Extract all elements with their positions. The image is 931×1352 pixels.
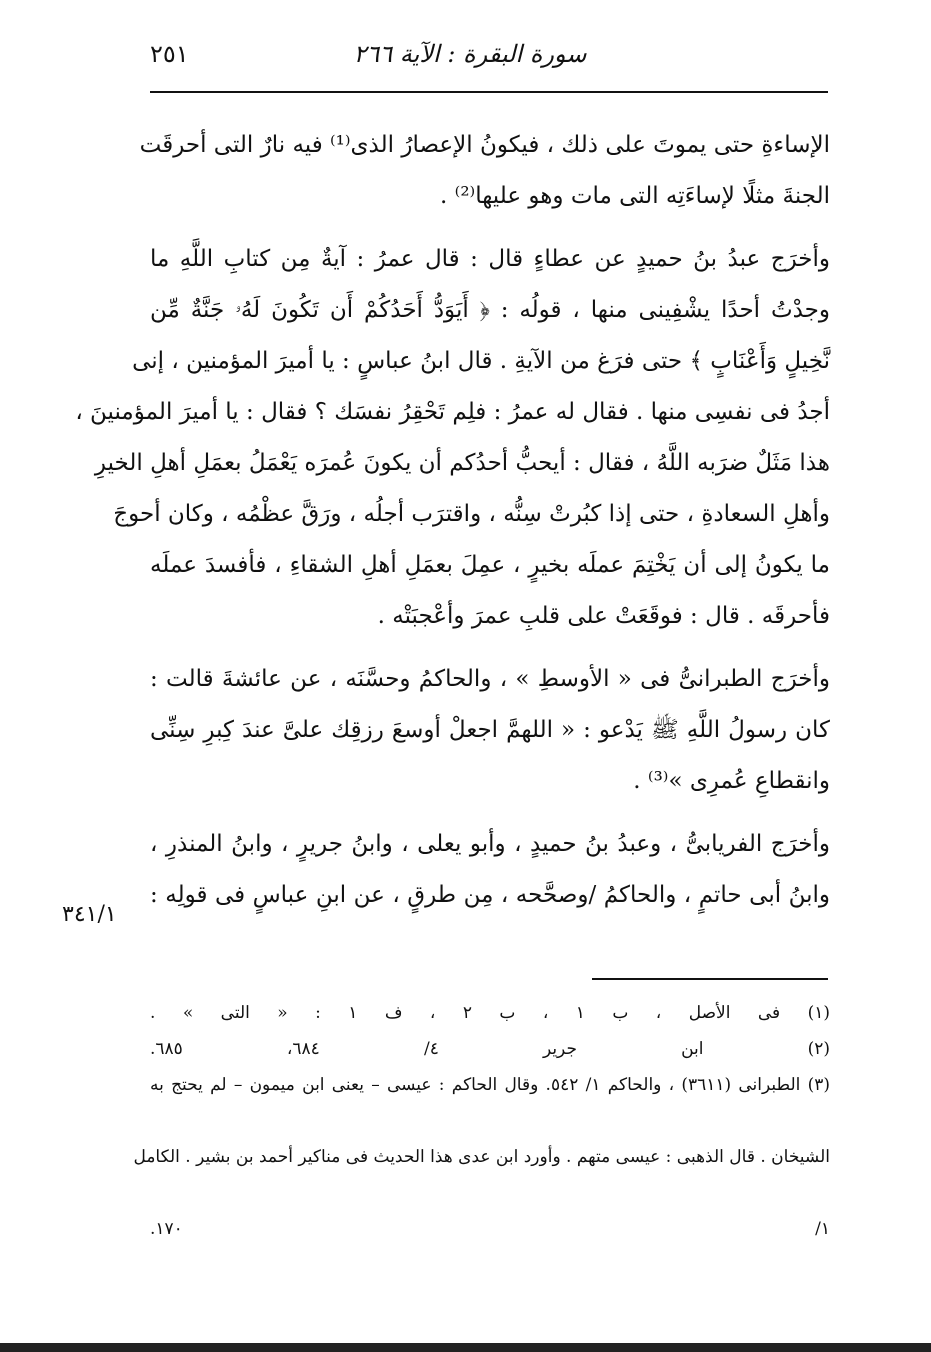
footnote-line: (٣) الطبرانى (٣٦١١) ، والحاكم ١/ ٥٤٢. وقال الحاكم : عيسى – يعنى ابن ميمون – لم يحتج به <box>150 1075 830 1095</box>
text-line: نَّخِيلٍ وَأَعْنَابٍ ﴾ حتى فرَغ من الآيةِ . قال ابنُ عباسٍ : يا أميرَ المؤمنين ، إنى <box>132 348 830 374</box>
text-line: كان رسولُ اللَّهِ ﷺ يَدْعو : « اللهمَّ اجعلْ أوسعَ رزقِك علىَّ عندَ كِبرِ سِنِّى <box>150 717 830 743</box>
margin-reference: ٣٤١/١ <box>62 902 117 927</box>
text-line: الجنةَ مثلًا لإساءَتِه التى مات وهو عليها⁽²⁾ . <box>440 183 830 209</box>
footnotes <box>133 995 831 1247</box>
paragraph-2 <box>75 234 830 642</box>
paragraph-4 <box>150 819 830 921</box>
text-line: الإساءةِ حتى يموتَ على ذلك ، فيكونُ الإعصارُ الذى⁽¹⁾ فيه نارٌ التى أحرقَت <box>139 132 830 158</box>
text-line: وأخرَج الفريابىُّ ، وعبدُ بنُ حميدٍ ، وأبو يعلى ، وابنُ جريرٍ ، وابنُ المنذرِ ، <box>150 831 830 857</box>
footnote-rule <box>592 978 828 980</box>
text-line: وأخرَج عبدُ بنُ حميدٍ عن عطاءٍ قال : قال عمرُ : آيةٌ مِن كتابِ اللَّهِ ما <box>150 246 830 272</box>
footnote-line: الشيخان . قال الذهبى : عيسى متهم . وأورد ابن عدى هذا الحديث فى مناكير أحمد بن بشير . الكامل <box>133 1147 830 1167</box>
text-line: فأحرقَه . قال : فوقَعَتْ على قلبِ عمرَ وأعْجبَتْه . <box>377 603 830 629</box>
footnote-line: (٢) ابن جرير ٤/ ٦٨٤، ٦٨٥. <box>150 1039 830 1059</box>
text-line: أجدُ فى نفسِى منها . فقال له عمرُ : فلِم تَحْقِرُ نفسَك ؟ فقال : يا أميرَ المؤمنينَ ، <box>75 399 830 425</box>
paragraph-3 <box>150 654 830 807</box>
text-line: وابنُ أبى حاتمٍ ، والحاكمُ /وصحَّحه ، مِن طرقٍ ، عن ابنِ عباسٍ فى قولِه : <box>150 882 830 908</box>
footnote-3 <box>133 1067 830 1247</box>
text-line: وجدْتُ أحدًا يشْفِينى منها ، قولُه : ﴿ أَيَوَدُّ أَحَدُكُمْ أَن تَكُونَ لَهُۥ جَنَّةٌ مِّن <box>150 297 830 323</box>
page-number: ٢٥١ <box>150 40 189 68</box>
footnote-2 <box>150 1031 830 1067</box>
footnote-line: ١/ ١٧٠. <box>150 1219 830 1239</box>
text-line: وأهلِ السعادةِ ، حتى إذا كبُرتْ سِنُّه ، واقترَب أجلُه ، ورَقَّ عظْمُه ، وكان أحوجَ <box>113 501 830 527</box>
running-header: سورة البقرة : الآية ٢٦٦ <box>353 40 587 68</box>
text-line: ما يكونُ إلى أن يَخْتِمَ عملَه بخيرٍ ، عمِلَ بعمَلِ أهلِ الشقاءِ ، فأفسدَ عملَه <box>150 552 830 578</box>
text-line: هذا مَثَلٌ ضرَبه اللَّهُ ، فقال : أيحبُّ أحدُكم أن يكونَ عُمرَه يَعْمَلُ بعمَلِ أهلِ الخيرِ <box>94 450 830 476</box>
footnote-line: (١) فى الأصل ، ب ١ ، ب ٢ ، ف ١ : « التى » . <box>150 1003 831 1023</box>
paragraph-1 <box>139 120 830 222</box>
scan-edge <box>0 1343 931 1352</box>
header-rule <box>150 91 828 93</box>
text-line: وانقطاعِ عُمرِى »⁽³⁾ . <box>633 768 830 794</box>
footnote-1 <box>150 995 830 1031</box>
text-line: وأخرَج الطبرانىُّ فى « الأوسطِ » ، والحاكمُ وحسَّنَه ، عن عائشةَ قالت : <box>150 666 830 692</box>
